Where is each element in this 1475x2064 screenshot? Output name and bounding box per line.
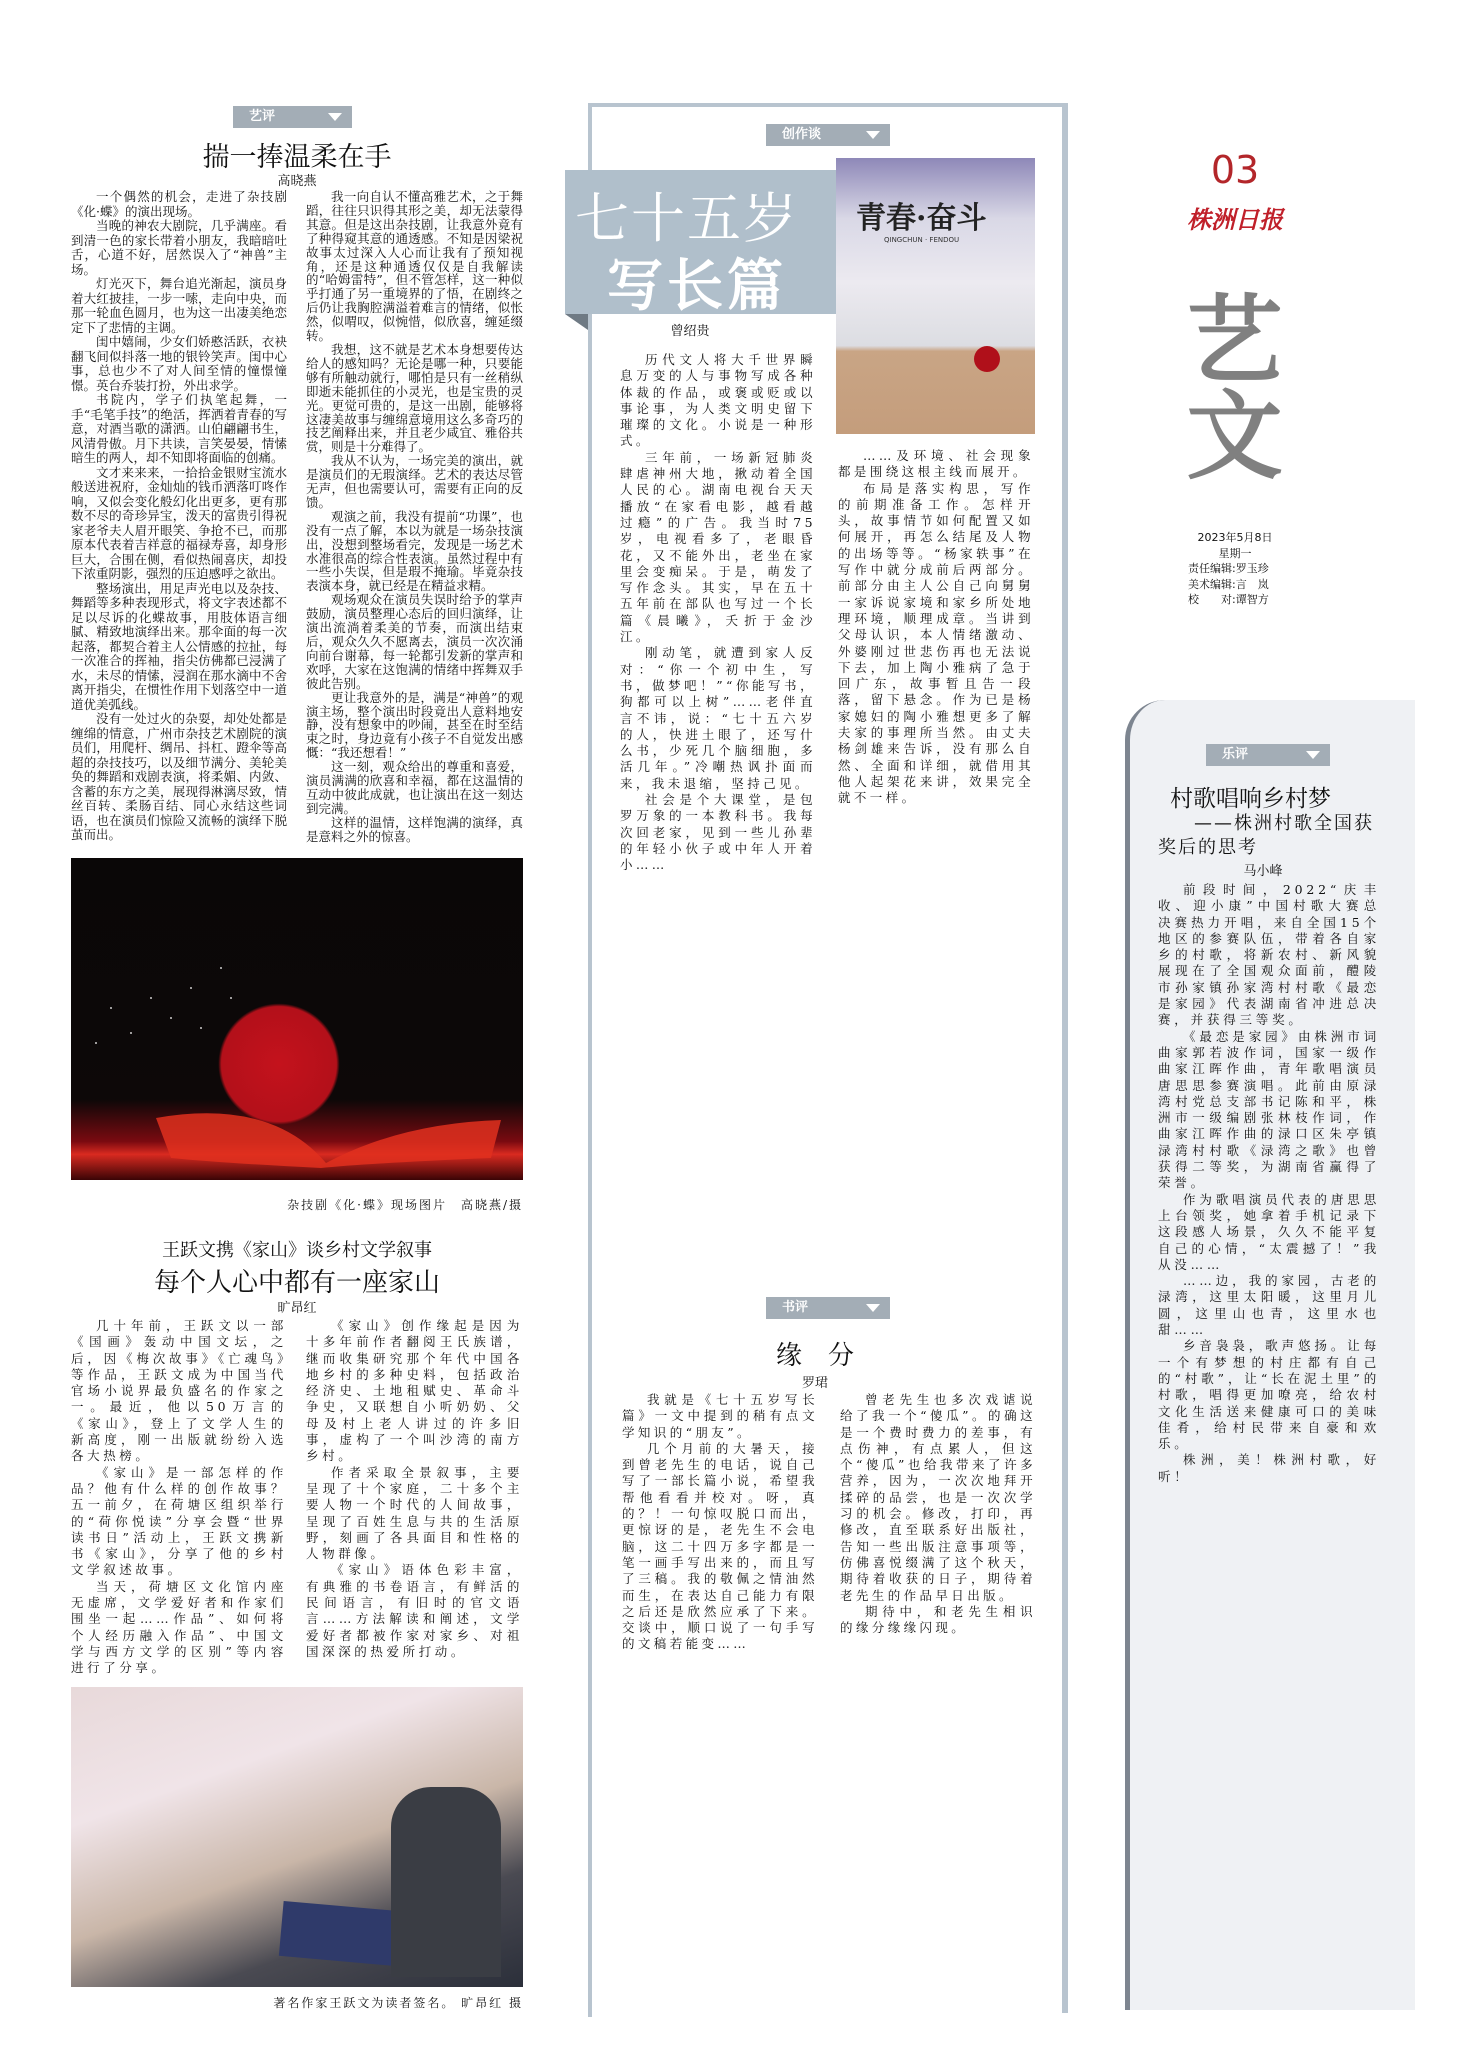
article-subtitle: ——株洲村歌全国获奖后的思考 — [1158, 813, 1374, 858]
issue-date: 2023年5月8日 — [1197, 531, 1273, 544]
body-paragraph: ……边，我的家园，古老的渌湾，这里太阳暖，这里月儿圆，这里山也青，这里水也甜…… — [1158, 1273, 1380, 1338]
issue-weekday: 星期一 — [1218, 546, 1252, 560]
article-body-column — [622, 1392, 818, 1653]
body-paragraph: 书院内，学子们执笔起舞，一手“毛笔手技”的绝活，挥洒着青春的写意，对酒当歌的潇洒。山伯翩翩书生，风清骨傲。月下共读，言笑晏晏，情愫暗生的两人，却不知即将面临的创痛。 — [71, 392, 287, 465]
feature-title-line2: 写长篇 — [607, 254, 787, 319]
responsible-editor: 责任编辑:罗玉珍 — [1188, 562, 1269, 575]
body-paragraph: ……及环境、社会现象都是围绕这根主线而展开。 — [838, 448, 1034, 480]
body-paragraph: 刚动笔，就遭到家人反对：“你一个初中生，写书，做梦吧！”“你能写书，狗都可以上树”……老伴直言不讳，说：“七十五六岁的人，快进土眼了，还写什么书，少死几个脑细胞，多活几年。”冷嘲热讽扑面而来，我未退缩，坚持己见。 — [620, 645, 816, 791]
tag-label: 创作谈 — [782, 127, 822, 142]
body-paragraph: 观演之前，我没有提前“功课”，也没有一点了解，本以为就是一场杂技演出，没想到整场看完，发现是一场艺术水准很高的综合性表演。虽然过程中有一些小失误，但是瑕不掩瑜。毕竟杂技表演本身，就已经是在精益求精。 — [306, 508, 523, 594]
newspaper-logo: 株洲日报 — [1187, 205, 1283, 234]
body-paragraph: 当晚的神农大剧院，几乎满座。看到清一色的家长带着小朋友，我暗暗吐舌，心道不好，居然误入了“神兽”主场。 — [71, 218, 287, 277]
article-title: 缘 分 — [775, 1341, 854, 1371]
article-body-column — [306, 190, 523, 844]
section-calligraphy-title: 艺文 — [1171, 289, 1284, 481]
article-body-column — [838, 448, 1034, 807]
body-paragraph: 前段时间，2022“庆丰收、迎小康”中国村歌大赛总决赛热力开唱，来自全国15个地区的参赛队伍，带着各自家乡的村歌，将新农村、新风貌展现在了全国观众面前，醴陵市孙家镇孙家湾村村歌《最恋是家园》代表湖南省冲进总决赛，并获得三等奖。 — [1158, 882, 1380, 1028]
triangle-down-icon — [328, 113, 342, 121]
art-editor: 美术编辑:言 岚 — [1188, 577, 1269, 591]
author-seal — [974, 346, 1000, 372]
body-paragraph: 一个偶然的机会，走进了杂技剧《化·蝶》的演出现场。 — [71, 189, 287, 219]
author-figure — [391, 1787, 501, 1977]
body-paragraph: 我就是《七十五岁写长篇》一文中提到的稍有点文学知识的“朋友”。 — [622, 1392, 818, 1440]
tag-label: 乐评 — [1222, 747, 1249, 762]
section-tag-art-review — [233, 106, 352, 128]
article-body-column — [71, 190, 287, 843]
section-tag-music-review — [1206, 744, 1330, 766]
body-paragraph: 社会是个大课堂，是包罗万象的一本教科书。我每次回老家，见到一些儿孙辈的年轻小伙子或中年人开着小…… — [620, 792, 816, 873]
book-cover-image — [836, 158, 1035, 434]
body-paragraph: 三年前，一场新冠肺炎肆虐神州大地，揪动着全国人民的心。湖南电视台天天播放“在家看电影，越看越过瘾”的广告。我当时75岁，电视看多了，老眼昏花，又不能外出，老坐在家里会变痴呆。于是，萌发了写作念头。其实，早在五十五年前在部队也写过一个长篇《晨曦》，夭折于金沙江。 — [620, 449, 816, 645]
book-cover-title: 青春·奋斗 — [856, 201, 987, 236]
article-body-column — [1158, 882, 1380, 1485]
body-paragraph: 历代文人将大千世界瞬息万变的人与事物写成各种体裁的作品，或褒或贬或以事论事，为人类文明史留下璀璨的文化。小说是一种形式。 — [620, 352, 816, 449]
article-title: 每个人心中都有一座家山 — [153, 1268, 440, 1298]
body-paragraph: 闺中嬉闹，少女们娇憨活跃，衣袂翻飞间似抖落一地的银铃笑声。闺中心事，总也少不了对人间至情的憧憬憧憬。英台乔装打扮，外出求学。 — [71, 334, 287, 393]
article-title: 村歌唱响乡村梦 — [1170, 786, 1331, 812]
article-author: 罗珺 — [801, 1376, 828, 1391]
article-author: 马小峰 — [1243, 864, 1283, 879]
article-body-column — [620, 352, 816, 874]
proofreader: 校 对:谭智方 — [1188, 593, 1269, 606]
article-body-column — [306, 1318, 523, 1660]
body-paragraph: 文才来来来，一拾拾金银财宝流水般送进祝府，金灿灿的钱币洒落叮咚作响，又似会变化般幻化出更多，更有那数不尽的奇珍异宝，泼天的富贵引得祝家老爷夫人眉开眼笑、争抢不已，而那原本代表着吉祥意的福禄寿喜，却身形巨大，合围在侧，看似热闹喜庆，却投下浓重阴影，强烈的压迫感呼之欲出。 — [71, 464, 287, 581]
body-paragraph: 几十年前，王跃文以一部《国画》轰动中国文坛，之后，因《梅次故事》《亡魂鸟》等作品，王跃文成为中国当代官场小说界最负盛名的作家之一。最近，他以50万言的《家山》，登上了文学人生的新高度，刚一出版就纷纷入选各大热榜。 — [71, 1318, 287, 1464]
section-tag-book-review — [766, 1297, 890, 1319]
body-paragraph: 布局是落实构思，写作的前期准备工作。怎样开头，故事情节如何配置又如何展开，再怎么结尾及人物的出场等等。“杨家轶事”在写作中就分成前后两部分。前部分由主人公自己向舅舅一家诉说家境和家乡所处地理环境，顺理成章。当讲到父母认识，本人情绪激动、外婆刚过世悲伤再也无法说下去，加上陶小雅病了急于回广东，故事暂且告一段落，留下悬念。作为已是杨家媳妇的陶小雅想更多了解夫家的事理所当然。由丈夫杨剑雄来告诉，没有那么自然、全面和详细，就借用其他人起架花来讲，效果完全就不一样。 — [838, 480, 1034, 806]
edition-info — [1180, 530, 1290, 608]
body-paragraph: 《家山》是一部怎样的作品？他有什么样的创作故事？五一前夕，在荷塘区组织举行的“荷你悦读”分享会暨“世界读书日”活动上，王跃文携新书《家山》，分享了他的乡村文学叙述故事。 — [71, 1464, 287, 1578]
article-author: 曾绍贵 — [670, 324, 710, 339]
article-body-column — [71, 1318, 287, 1677]
article-author: 高晓燕 — [277, 174, 317, 189]
feature-title-line1: 七十五岁 — [575, 187, 799, 250]
book-signing-photo — [71, 1687, 523, 1987]
body-paragraph: 作者采取全景叙事，主要呈现了十个家庭，二十多个主要人物一个时代的人间故事，呈现了百姓生息与共的生活原野，刻画了各具面目和性格的人物群像。 — [306, 1464, 523, 1562]
photo-caption: 杂技剧《化·蝶》现场图片 高晓燕/摄 — [287, 1198, 523, 1212]
body-paragraph: 这一刻，观众给出的尊重和喜爱，演员满满的欣喜和幸福，都在这温情的互动中彼此成就，也让演出在这一刻达到完满。 — [306, 759, 523, 816]
tag-label: 艺评 — [249, 109, 276, 124]
body-paragraph: 更让我意外的是，满是“神兽”的观演主场，整个演出时段竟出人意料地安静，没有想象中的吵闹，甚至在时至结束之时，身边竟有小孩子不自觉发出感慨：“我还想看！” — [306, 689, 523, 761]
body-paragraph: 期待中，和老先生相识的缘分缘缘闪现。 — [840, 1603, 1036, 1636]
body-paragraph: 《家山》创作缘起是因为十多年前作者翻阅王氏族谱，继而收集研究那个年代中国各地乡村的多种史料，包括政治经济史、土地租赋史、革命斗争史，又联想自小听奶奶、父母及村上老人讲过的许多旧事，虚构了一个叫沙湾的南方乡村。 — [306, 1318, 523, 1464]
body-paragraph: 我从不认为，一场完美的演出，就是演员们的无瑕演绎。艺术的表达尽管无声，但也需要认可，需要有正向的反馈。 — [306, 453, 523, 510]
triangle-down-icon — [866, 131, 880, 139]
article-body-column — [840, 1392, 1036, 1636]
stage-performance-photo — [71, 858, 523, 1180]
body-paragraph: 当天，荷塘区文化馆内座无虚席，文学爱好者和作家们围坐一起……作品”、如何将个人经历融入作品”、中国文学与西方文学的区别”等内容进行了分享。 — [71, 1578, 287, 1676]
stage-silk-decoration — [71, 858, 523, 1180]
section-tag-creation-talk — [766, 124, 890, 146]
body-paragraph: 这样的温情，这样饱满的演绎，真是意料之外的惊喜。 — [306, 814, 523, 844]
body-paragraph: 灯光灭下，舞台追光渐起，演员身着大红披挂，一步一嗦，走向中央，而那一轮血色圆月，也为这一出凄美绝恋定下了悲情的主调。 — [71, 276, 287, 335]
page-number: 03 — [1210, 148, 1260, 192]
body-paragraph: 几个月前的大暑天，接到曾老先生的电话，说自己写了一部长篇小说，希望我帮他看看并校对。呀，真的？！一句惊叹脱口而出，更惊讶的是，老先生不会电脑，这二十四万多字都是一笔一画手写出来的，而且写了三稿。我的敬佩之情油然而生，在表达自己能力有限之后还是欣然应承了下来。交谈中，顺口说了一句手写的文稿若能变…… — [622, 1440, 818, 1652]
title-fold-corner — [565, 314, 588, 330]
body-paragraph: 作为歌唱演员代表的唐思思上台领奖，她拿着手机记录下这段感人场景，久久不能平复自己的心情，“太震撼了！”我从没…… — [1158, 1191, 1380, 1272]
triangle-down-icon — [1306, 751, 1320, 759]
triangle-down-icon — [866, 1304, 880, 1312]
body-paragraph: 《最恋是家园》由株洲市词曲家郭若波作词，国家一级作曲家江晖作曲，青年歌唱演员唐思思参赛演唱。此前由原渌湾村党总支部书记陈和平，株洲市一级编剧张林枝作词，作曲家江晖作曲的渌口区朱亭镇渌湾村村歌《渌湾之歌》也曾获得二等奖，为湖南省赢得了荣誉。 — [1158, 1028, 1380, 1191]
body-paragraph: 曾老先生也多次戏谑说给了我一个“傻瓜”。的确这是一个费时费力的差事，有点伤神，有点累人，但这个“傻瓜”也给我带来了许多营养，因为，一次次地拜开揉碎的品尝，也是一次次学习的机会。修改，打印，再修改，直至联系好出版社，告知一些出版注意事项等，仿佛喜悦缀满了这个秋天，期待着收获的日子，期待着老先生的作品早日出版。 — [840, 1392, 1036, 1603]
body-paragraph: 乡音袅袅，歌声悠扬。让每一个有梦想的村庄都有自己的“村歌”，让“长在泥土里”的村歌，唱得更加嘹亮，给农村文化生活送来健康可口的美味佳肴，给村民带来自豪和欢乐。 — [1158, 1338, 1380, 1452]
article-title: 揣一捧温柔在手 — [202, 142, 392, 173]
body-paragraph: 观场观众在演员失误时给予的掌声鼓励，演员整理心态后的回归演绎，让演出流淌着柔美的节奏，而演出结束后，观众久久不愿离去，演员一次次涌向前台谢幕，每一轮都引发新的掌声和欢呼，大家在这饱满的情绪中挥舞双手彼此告别。 — [306, 592, 523, 691]
body-paragraph: 株洲，美！株洲村歌，好听！ — [1158, 1452, 1380, 1484]
body-paragraph: 我一向自认不懂高雅艺术，之于舞蹈，往往只识得其形之美，却无法蒙得其意。但是这出杂技剧，让我意外竟有了种得窥其意的通透感。不知是因梁祝故事太过深入人心而让我有了预知视角，还是这种通透仅仅是自我解读的“哈姆雷特”，但不管怎样，这一种似乎打通了另一重境界的了悟，在剧终之后仍让我胸腔满溢着难言的情绪，似怅然，似喟叹，似惋惜，似欣喜，缠延缀转。 — [306, 189, 523, 344]
feature-title-block — [565, 170, 837, 319]
feature-box-right-border — [1062, 103, 1068, 2013]
book-cover-pinyin: QINGCHUN · FENDOU — [884, 236, 960, 244]
photo-caption: 著名作家王跃文为读者签名。 旷昂红 摄 — [273, 1996, 523, 2010]
body-paragraph: 整场演出，用足声光电以及杂技、舞蹈等多种表现形式，将文字表述都不足以尽诉的化蝶故事，用肢体语言细腻、精致地演绎出来。那伞面的每一次起落，都契合着主人公情感的拉扯，每一次准合的挥袖，指尖仿佛都已浸满了水，未尽的情愫，浸润在那水滴中不舍离开指尖，在惯性作用下划落空中一道道优美弧线。 — [71, 580, 287, 712]
body-paragraph: 《家山》语体色彩丰富，有典雅的书卷语言，有鲜活的民间语言，有旧时的官文语言……方法解读和阐述，文学爱好者都被作家对家乡、对祖国深深的热爱所打动。 — [306, 1562, 523, 1659]
article-author: 旷昂红 — [277, 1301, 317, 1316]
body-paragraph: 没有一处过火的杂耍，却处处都是缠绵的情意，广州市杂技艺术剧院的演员们，用爬杆、绸吊、抖杠、蹬伞等高超的杂技技巧，以及细节满分、美轮美奂的舞蹈和戏剧表演，将柔媚、内敛、含蓄的东方之美，展现得淋漓尽致，情丝百转、柔肠百结、同心永结这些词语，也在演员们惊险又流畅的演绎下脱茧而出。 — [71, 711, 287, 842]
tag-label: 书评 — [782, 1300, 809, 1315]
body-paragraph: 我想，这不就是艺术本身想要传达给人的感知吗？无论是哪一种，只要能够有所触动就行，哪怕是只有一丝稍纵即逝未能抓住的小灵光，也是宝贵的灵光。更觉可贵的，是这一出剧，能够将这凄美故事与缠绵意境用这么多奇巧的技艺阐释出来，并且老少咸宜、雅俗共赏，则是十分难得了。 — [306, 341, 523, 455]
article-subtitle: 王跃文携《家山》谈乡村文学叙事 — [162, 1240, 432, 1261]
